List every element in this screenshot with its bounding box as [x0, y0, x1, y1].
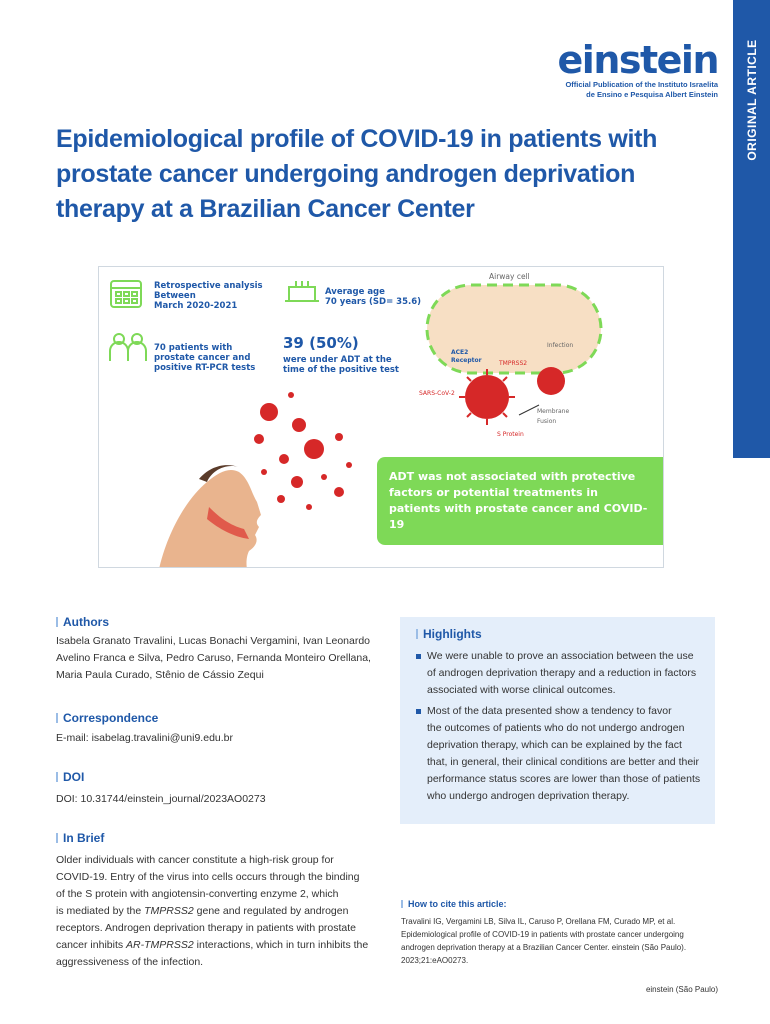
in-brief-heading: In Brief — [56, 831, 104, 845]
graphical-abstract — [98, 266, 664, 568]
correspondence-heading: Correspondence — [56, 711, 158, 725]
highlights-heading: Highlights — [416, 627, 701, 641]
calendar-icon — [111, 281, 141, 307]
bullet-icon — [416, 709, 421, 714]
retro-line-3: March 2020-2021 — [154, 301, 238, 311]
ace2-label-1: ACE2 — [451, 349, 469, 356]
authors-heading: Authors — [56, 615, 109, 629]
logo-brand: einstein — [557, 38, 718, 82]
age-line-2: 70 years (SD= 35.6) — [325, 297, 422, 307]
fusion-arrow — [519, 405, 539, 415]
retro-line-1: Retrospective analysis — [154, 281, 263, 291]
logo-sub-2: de Ensino e Pesquisa Albert Einstein — [586, 90, 718, 99]
droplet-viruses — [254, 392, 352, 510]
patients-line-3: positive RT-PCR tests — [154, 363, 256, 373]
footer-journal: einstein (São Paulo) — [645, 985, 718, 994]
authors-text: Isabela Granato Travalini, Lucas Bonachi Vergamini, Ivan Leonardo Avelino Franca e Silva, Pedro Caruso, Fernanda Monteiro Orellana, Maria Paula Curado, Stênio de Cássio Zequi — [56, 635, 371, 681]
highlight-item-1: We were unable to prove an association between the use of androgen deprivation therapy and a reduction in factors associated with worse clinical outcomes. — [416, 648, 701, 699]
doi-heading: DOI — [56, 770, 84, 784]
highlights-box — [400, 617, 715, 824]
article-title: Epidemiological profile of COVID-19 in patients with prostate cancer undergoing androgen deprivation therapy at a Brazilian Cancer Center — [56, 125, 658, 223]
birthday-cake-icon — [285, 281, 319, 301]
in-brief-text: Older individuals with cancer constitute a high-risk group for COVID-19. Entry of the virus into cells occurs through the binding of the S protein with angiotensin-converting enzyme 2, which is mediated by the TMPRSS2 gene and regulated by androgen receptors. Androgen deprivation therapy in patients with prostate cancer inhibits AR-TMPRSS2 interactions, which in turn inhibits the aggressiveness of the infection. — [56, 854, 369, 968]
airway-cell-label: Airway cell — [489, 272, 530, 281]
ace2-label-2: Receptor — [451, 357, 482, 364]
highlight-item-2: Most of the data presented show a tendency to favor the outcomes of patients who do not undergo androgen deprivation therapy, which can be explained by the fact that, in general, their clinical conditions are better and their performance status scores are lower than those of patients who undergo androgen deprivation therapy. — [416, 703, 701, 805]
conclusion-box: ADT was not associated with protective factors or potential treatments in patients with prostate cancer and COVID-19 — [377, 457, 664, 545]
patients-line-2: prostate cancer and — [154, 353, 251, 363]
bullet-icon — [416, 654, 421, 659]
article-type-tab — [733, 0, 770, 458]
logo-sub-1: Official Publication of the Instituto Israelita — [565, 80, 718, 89]
retro-line-2: Between — [154, 291, 196, 301]
doi-link[interactable]: DOI: 10.31744/einstein_journal/2023AO0273 — [56, 793, 266, 805]
sars-label: SARS-CoV-2 — [419, 390, 455, 397]
s-protein-label: S Protein — [497, 431, 524, 438]
membrane-label-2: Fusion — [537, 418, 557, 425]
adt-count: 39 (50%) — [283, 334, 359, 352]
article-type-label: ORIGINAL ARTICLE — [744, 39, 759, 161]
patients-line-1: 70 patients with — [154, 343, 233, 353]
patients-icon — [110, 334, 146, 361]
age-line-1: Average age — [325, 287, 385, 297]
infection-label: Infection — [547, 342, 574, 349]
citation-text: Travalini IG, Vergamini LB, Silva IL, Caruso P, Orellana FM, Curado MP, et al. Epidemiological profile of COVID-19 in patients with prostate cancer undergoing androgen deprivation therapy at a Brazilian Cancer Center. einstein (São Paulo). 2023;21:eAO0273. — [401, 917, 687, 965]
adt-line-2: time of the positive test — [283, 365, 399, 375]
journal-logo — [558, 40, 718, 100]
membrane-label-1: Membrane — [537, 408, 570, 415]
adt-line-1: were under ADT at the — [283, 355, 392, 365]
correspondence-email[interactable]: E-mail: isabelag.travalini@uni9.edu.br — [56, 732, 233, 744]
cite-heading: How to cite this article: — [401, 899, 507, 909]
tmprss2-label: TMPRSS2 — [499, 360, 528, 367]
